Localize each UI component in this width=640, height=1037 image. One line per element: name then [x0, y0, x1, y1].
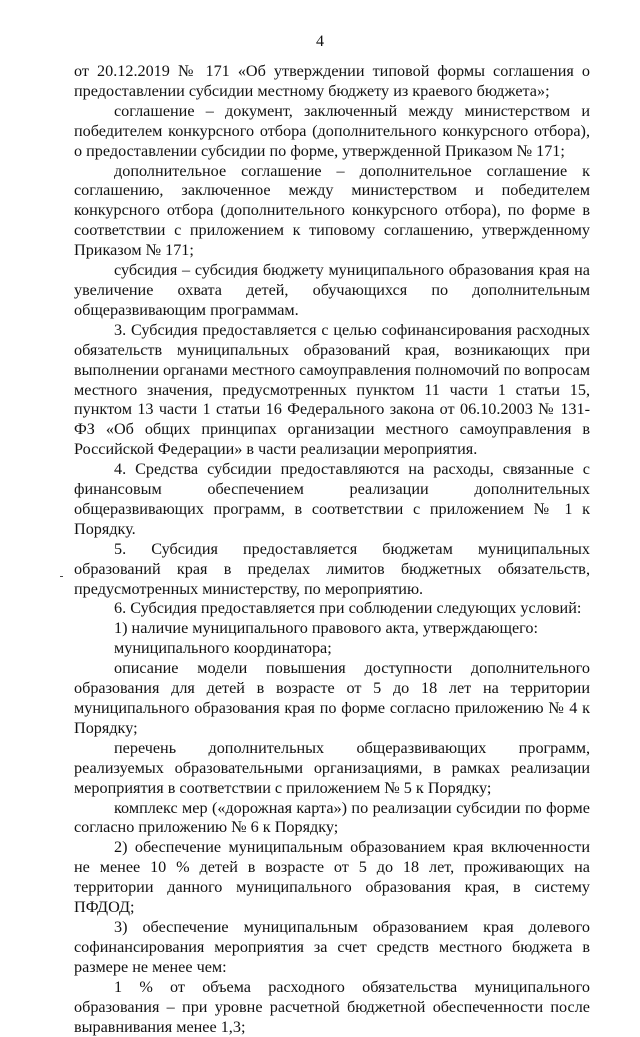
- page-number: 4: [316, 33, 324, 50]
- paragraph-definition-subsidy: субсидия – субсидия бюджету муниципального образования края на увеличение охвата детей, обучающихся по дополнительным общеразвивающим программам.: [74, 261, 590, 319]
- paragraph-item-5: 5. Субсидия предоставляется бюджетам муниципальных образований края в пределах лимитов бюджетных обязательств, предусмотренных министерству, по мероприятию.: [74, 539, 590, 598]
- paragraph-continuation: от 20.12.2019 № 171 «Об утверждении типовой формы соглашения о предоставлении субсидии местному бюджету из краевого бюджета»;: [74, 62, 590, 100]
- paragraph-condition-3: 3) обеспечение муниципальным образованием края долевого софинансирования мероприятия за счет средств местного бюджета в размере не менее чем:: [74, 917, 590, 976]
- paragraph-model-description: описание модели повышения доступности дополнительного образования для детей в возрасте от 5 до 18 лет на территории муниципального образования края по форме согласно приложению № 4 к Порядку;: [74, 659, 590, 737]
- paragraph-condition-2: 2) обеспечение муниципальным образованием края включенности не менее 10 % детей в возрасте от 5 до 18 лет, проживающих на территории данного муниципального образования края, в систему ПФДОД;: [74, 838, 590, 917]
- paragraph-coordinator: муниципального координатора;: [114, 639, 332, 658]
- paragraph-item-4: 4. Средства субсидии предоставляются на расходы, связанные с финансовым обеспечением реализации дополнительных общеразвивающих программ, в соответствии с приложением № 1 к Порядку.: [74, 460, 590, 538]
- paragraph-condition-1: 1) наличие муниципального правового акта, утверждающего:: [114, 619, 538, 638]
- document-body: [74, 62, 590, 1037]
- paragraph-definition-agreement: соглашение – документ, заключенный между министерством и победителем конкурсного отбора (дополнительного конкурсного отбора), о предоставлении субсидии по форме, утвержденной Приказом № 171;: [74, 101, 590, 160]
- paragraph-cofinancing-1-percent: 1 % от объема расходного обязательства муниципального образования – при уровне расчетной бюджетной обеспеченности после выравнивания менее 1,3;: [74, 977, 590, 1036]
- paragraph-definition-additional-agreement: дополнительное соглашение – дополнительное соглашение к соглашению, заключенное между министерством и победителем конкурсного отбора (дополнительного конкурсного отбора), по форме в соответствии с приложением к типовому соглашению, утвержденному Приказом № 171;: [74, 161, 590, 260]
- paragraph-program-list: перечень дополнительных общеразвивающих программ, реализуемых образовательными организациями, в рамках реализации мероприятия в соответствии с приложением № 5 к Порядку;: [74, 738, 590, 797]
- margin-mark: [60, 576, 63, 577]
- paragraph-item-3: 3. Субсидия предоставляется с целью софинансирования расходных обязательств муниципальных образований края, возникающих при выполнении органами местного самоуправления полномочий по вопросам местного значения, предусмотренных пунктом 11 части 1 статьи 15, пунктом 13 части 1 статьи 16 Федерального закона от 06.10.2003 № 131-ФЗ «Об общих принципах организации местного самоуправления в Российской Федерации» в части реализации мероприятия.: [74, 320, 590, 459]
- paragraph-roadmap: комплекс мер («дорожная карта») по реализации субсидии по форме согласно приложению № 6 к Порядку;: [74, 798, 590, 837]
- paragraph-item-6: 6. Субсидия предоставляется при соблюдении следующих условий:: [114, 599, 582, 618]
